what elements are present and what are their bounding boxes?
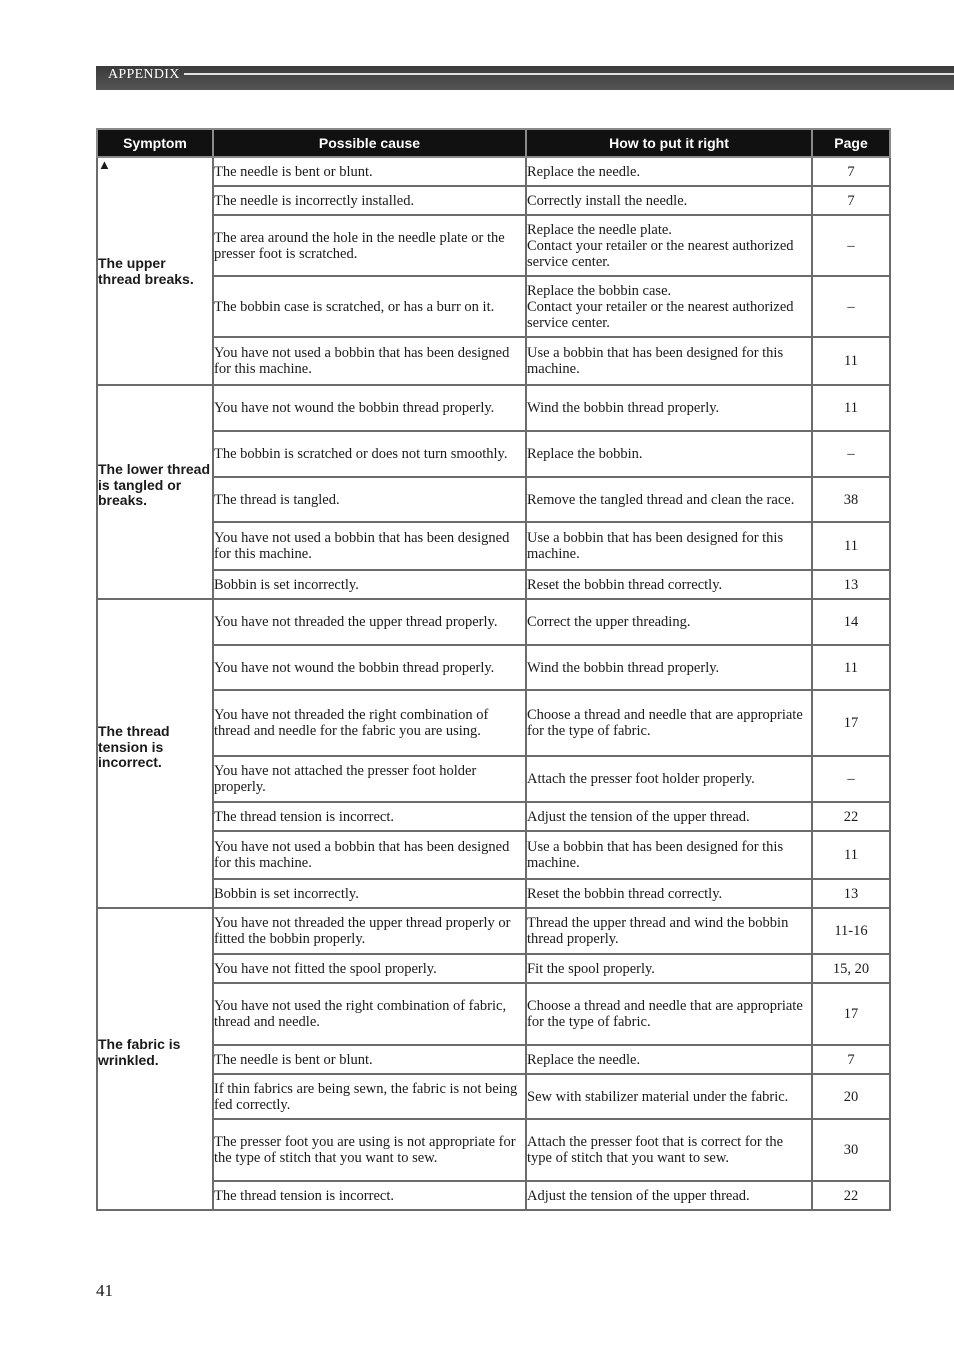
- fix-cell: Replace the bobbin.: [526, 431, 812, 477]
- page-cell: –: [812, 276, 890, 337]
- cause-cell: The thread tension is incorrect.: [213, 1181, 526, 1210]
- section-header-bar: [96, 66, 954, 90]
- table-row: [97, 983, 890, 1045]
- symptom-cell: [97, 599, 213, 908]
- page-cell: 17: [812, 690, 890, 756]
- symptom-cell: [97, 385, 213, 599]
- cause-cell: The needle is incorrectly installed.: [213, 186, 526, 215]
- cause-cell: You have not wound the bobbin thread properly.: [213, 385, 526, 431]
- triangle-marker-icon: ▲: [98, 157, 111, 172]
- table-row: [97, 1181, 890, 1210]
- cause-cell: You have not threaded the right combination of thread and needle for the fabric you are using.: [213, 690, 526, 756]
- symptom-label: The upper thread breaks.: [98, 255, 194, 287]
- table-body: [97, 157, 890, 1210]
- page-number: 41: [96, 1281, 113, 1300]
- page-cell: 7: [812, 1045, 890, 1074]
- symptom-cell: [97, 908, 213, 1210]
- table-row: [97, 337, 890, 385]
- fix-cell: Attach the presser foot that is correct for the type of stitch that you want to sew.: [526, 1119, 812, 1181]
- fix-cell: Adjust the tension of the upper thread.: [526, 1181, 812, 1210]
- table-row: [97, 186, 890, 215]
- fix-cell: Correctly install the needle.: [526, 186, 812, 215]
- fix-cell: Sew with stabilizer material under the fabric.: [526, 1074, 812, 1119]
- cause-cell: The needle is bent or blunt.: [213, 1045, 526, 1074]
- page-cell: 13: [812, 879, 890, 908]
- symptom-label: The lower thread is tangled or breaks.: [98, 461, 211, 508]
- page-cell: 7: [812, 186, 890, 215]
- fix-cell: Wind the bobbin thread properly.: [526, 385, 812, 431]
- fix-cell: Replace the needle.: [526, 157, 812, 186]
- fix-cell: Use a bobbin that has been designed for this machine.: [526, 522, 812, 570]
- symptom-label: The thread tension is incorrect.: [98, 723, 170, 770]
- cause-cell: The needle is bent or blunt.: [213, 157, 526, 186]
- cause-cell: You have not used a bobbin that has been designed for this machine.: [213, 522, 526, 570]
- cause-cell: You have not wound the bobbin thread properly.: [213, 645, 526, 690]
- cause-cell: You have not used a bobbin that has been designed for this machine.: [213, 831, 526, 879]
- page-cell: 22: [812, 1181, 890, 1210]
- page-cell: 11: [812, 831, 890, 879]
- cause-cell: The bobbin is scratched or does not turn smoothly.: [213, 431, 526, 477]
- symptom-cell: [97, 157, 213, 385]
- cause-cell: You have not used the right combination of fabric, thread and needle.: [213, 983, 526, 1045]
- cause-cell: If thin fabrics are being sewn, the fabric is not being fed correctly.: [213, 1074, 526, 1119]
- column-header-cause: Possible cause: [213, 129, 526, 157]
- cause-cell: Bobbin is set incorrectly.: [213, 879, 526, 908]
- page-cell: 7: [812, 157, 890, 186]
- symptom-label: The fabric is wrinkled.: [98, 1036, 181, 1068]
- page-cell: 17: [812, 983, 890, 1045]
- fix-cell: Choose a thread and needle that are appropriate for the type of fabric.: [526, 983, 812, 1045]
- fix-cell: Replace the needle.: [526, 1045, 812, 1074]
- table-row: [97, 599, 890, 645]
- fix-cell: Choose a thread and needle that are appropriate for the type of fabric.: [526, 690, 812, 756]
- fix-cell: Remove the tangled thread and clean the race.: [526, 477, 812, 522]
- page-cell: 15, 20: [812, 954, 890, 983]
- table-row: [97, 431, 890, 477]
- cause-cell: You have not fitted the spool properly.: [213, 954, 526, 983]
- fix-cell: Wind the bobbin thread properly.: [526, 645, 812, 690]
- page-cell: 11-16: [812, 908, 890, 954]
- cause-cell: You have not threaded the upper thread properly.: [213, 599, 526, 645]
- page-cell: –: [812, 756, 890, 802]
- cause-cell: The thread tension is incorrect.: [213, 802, 526, 831]
- table-row: [97, 215, 890, 276]
- page-cell: –: [812, 215, 890, 276]
- fix-cell: Use a bobbin that has been designed for this machine.: [526, 831, 812, 879]
- table-row: [97, 908, 890, 954]
- table-row: [97, 1119, 890, 1181]
- table-row: [97, 831, 890, 879]
- page-cell: 30: [812, 1119, 890, 1181]
- fix-cell: Reset the bobbin thread correctly.: [526, 879, 812, 908]
- fix-cell: Thread the upper thread and wind the bobbin thread properly.: [526, 908, 812, 954]
- page-cell: 22: [812, 802, 890, 831]
- fix-cell: Replace the bobbin case. Contact your retailer or the nearest authorized service center.: [526, 276, 812, 337]
- page-cell: 11: [812, 337, 890, 385]
- column-header-fix: How to put it right: [526, 129, 812, 157]
- page-cell: 38: [812, 477, 890, 522]
- page-cell: 14: [812, 599, 890, 645]
- cause-cell: You have not used a bobbin that has been designed for this machine.: [213, 337, 526, 385]
- cause-cell: The area around the hole in the needle plate or the presser foot is scratched.: [213, 215, 526, 276]
- table-row: [97, 802, 890, 831]
- table-row: [97, 522, 890, 570]
- table-row: [97, 1045, 890, 1074]
- table-row: [97, 477, 890, 522]
- troubleshooting-table: [96, 128, 891, 1211]
- table-header-row: [97, 129, 890, 157]
- header-rule: [184, 73, 954, 75]
- table-row: [97, 645, 890, 690]
- cause-cell: The thread is tangled.: [213, 477, 526, 522]
- fix-cell: Fit the spool properly.: [526, 954, 812, 983]
- column-header-symptom: Symptom: [97, 129, 213, 157]
- page-cell: –: [812, 431, 890, 477]
- page-cell: 13: [812, 570, 890, 599]
- fix-cell: Adjust the tension of the upper thread.: [526, 802, 812, 831]
- column-header-page: Page: [812, 129, 890, 157]
- table-row: [97, 570, 890, 599]
- section-title: APPENDIX: [108, 67, 180, 82]
- fix-cell: Attach the presser foot holder properly.: [526, 756, 812, 802]
- table-row: [97, 954, 890, 983]
- cause-cell: You have not attached the presser foot holder properly.: [213, 756, 526, 802]
- fix-cell: Correct the upper threading.: [526, 599, 812, 645]
- table-row: [97, 385, 890, 431]
- cause-cell: The presser foot you are using is not appropriate for the type of stitch that you want to sew.: [213, 1119, 526, 1181]
- table-row: [97, 157, 890, 186]
- page-cell: 11: [812, 385, 890, 431]
- table-row: [97, 879, 890, 908]
- cause-cell: The bobbin case is scratched, or has a burr on it.: [213, 276, 526, 337]
- fix-cell: Use a bobbin that has been designed for this machine.: [526, 337, 812, 385]
- page-cell: 11: [812, 522, 890, 570]
- page-cell: 11: [812, 645, 890, 690]
- table-row: [97, 276, 890, 337]
- cause-cell: Bobbin is set incorrectly.: [213, 570, 526, 599]
- fix-cell: Replace the needle plate. Contact your retailer or the nearest authorized service center.: [526, 215, 812, 276]
- table-row: [97, 690, 890, 756]
- fix-cell: Reset the bobbin thread correctly.: [526, 570, 812, 599]
- cause-cell: You have not threaded the upper thread properly or fitted the bobbin properly.: [213, 908, 526, 954]
- page-cell: 20: [812, 1074, 890, 1119]
- table-row: [97, 1074, 890, 1119]
- table-row: [97, 756, 890, 802]
